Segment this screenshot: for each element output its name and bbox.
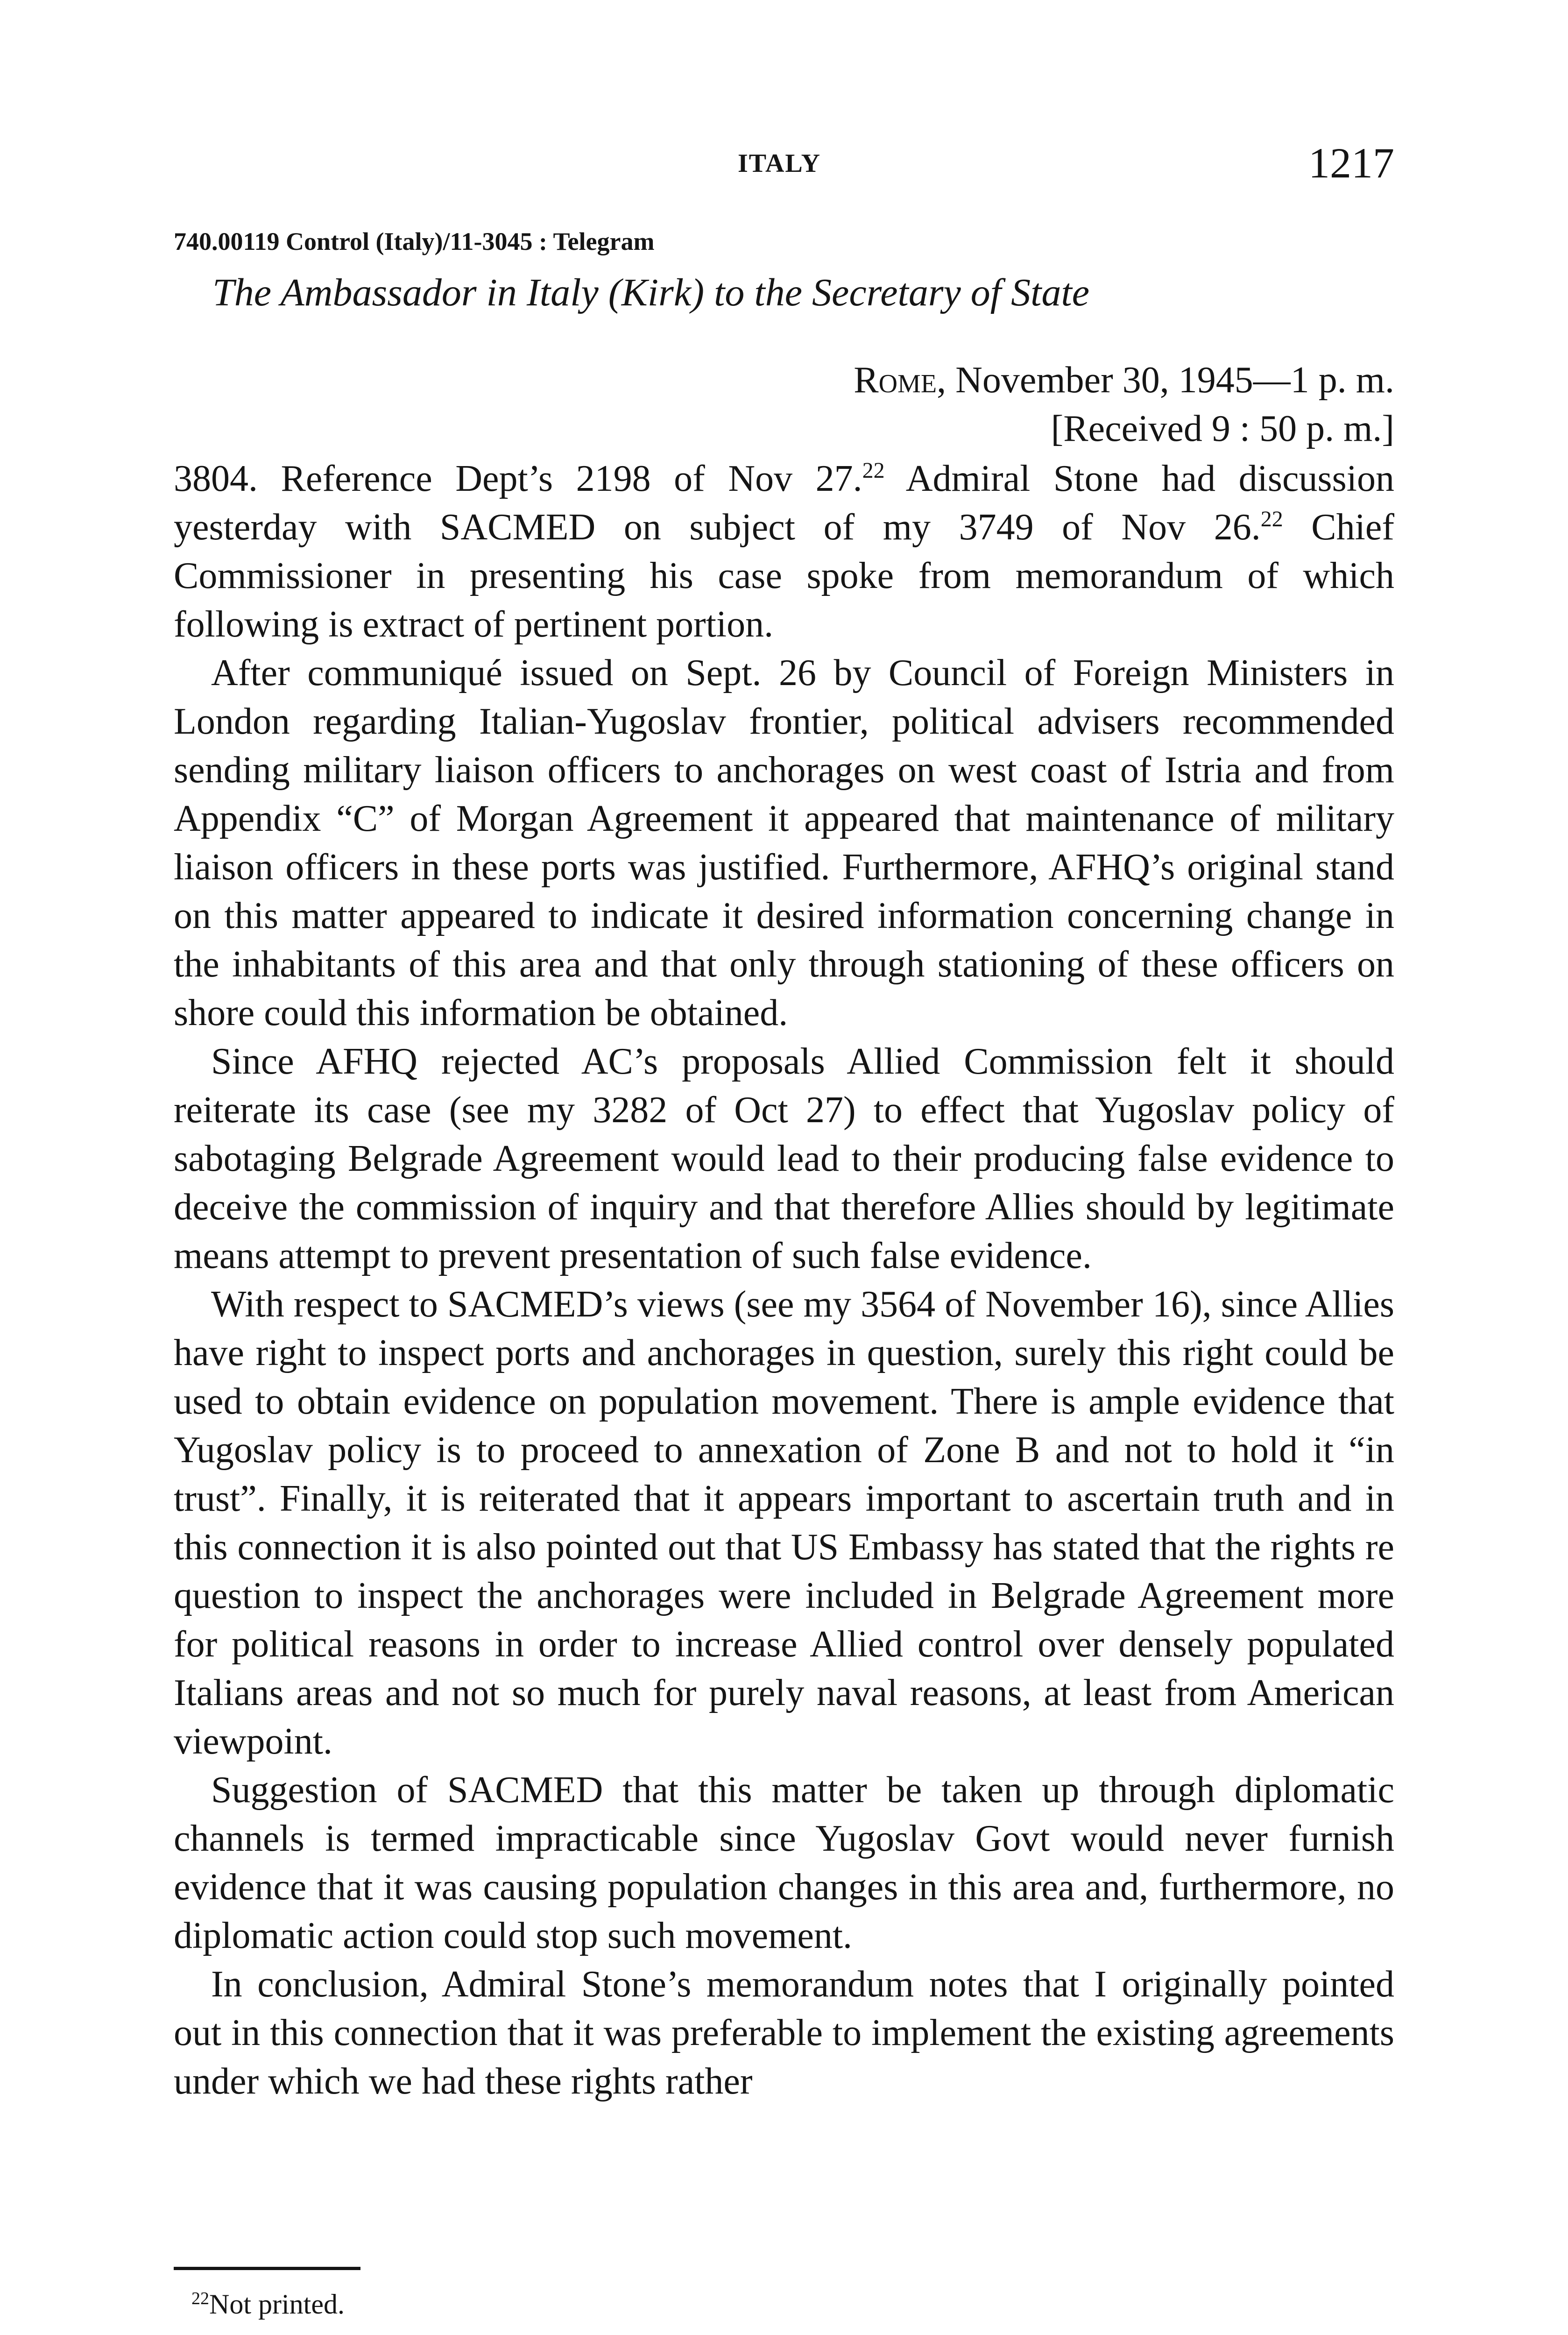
paragraph-2: After communiqué issued on Sept. 26 by Council of Foreign Ministers in London regarding Italian-Yugoslav frontier, political advisers recommended sending military liaison officers to anchorages on west coast of Istria and from Appendix “C” of Morgan Agreement it appeared that maintenance of military liaison officers in these ports was justified. Furthermore, AFHQ’s original stand on this matter appeared to indicate it desired information concerning change in the inhabitants of this area and that only through stationing of these officers on shore could this information be obtained. [174, 652, 1394, 1033]
paragraph-1-text-a: 3804. Reference Dept’s 2198 of Nov 27. [174, 458, 862, 499]
dateline [854, 356, 1394, 453]
paragraph-5: Suggestion of SACMED that this matter be taken up through diplomatic channels is termed impracticable since Yugoslav Govt would never furnish evidence that it was causing population changes in this area and, furthermore, no diplomatic action could stop such movement. [174, 1769, 1394, 1956]
file-reference: 740.00119 Control (Italy)/11-3045 : Telegram [174, 227, 655, 255]
document-heading [212, 270, 1089, 315]
dateline-received: [Received 9 : 50 p. m.] [1051, 408, 1394, 449]
dateline-sent [854, 356, 1394, 404]
footnote-text: Not printed. [209, 2289, 345, 2320]
running-head [0, 138, 1568, 190]
heading-part-1: The Ambassador in Italy [212, 271, 608, 314]
footnote-marker: 22 [191, 2289, 209, 2308]
telegram-body [174, 454, 1394, 2106]
paragraph-1-text-c: Chief Commissioner in presenting his case spoke from memorandum of which following is extract of pertinent portion. [174, 507, 1395, 645]
paragraph-1-text-b: Admiral Stone had discussion yesterday with SACMED on subject of my 3749 of Nov 26. [174, 458, 1395, 548]
paragraph-3: Since AFHQ rejected AC’s proposals Allied Commission felt it should reiterate its case (see my 3282 of Oct 27) to effect that Yugoslav policy of sabotaging Belgrade Agreement would lead to their producing false evidence to deceive the commission of inquiry and that therefore Allies should by legitimate means attempt to prevent presentation of such false evidence. [174, 1041, 1394, 1276]
paragraph-1 [174, 454, 1394, 649]
dateline-place: Rome [854, 360, 937, 401]
paragraph-6: In conclusion, Admiral Stone’s memorandum notes that I originally pointed out in this connection that it was preferable to implement the existing agreements under which we had these rights rather [174, 1964, 1394, 2102]
footnote-rule [174, 2267, 360, 2270]
footnote-ref: 22 [1260, 507, 1283, 531]
running-title: ITALY [738, 149, 821, 178]
dateline-date: , November 30, 1945—1 p. m. [937, 360, 1394, 401]
page-number: 1217 [1308, 139, 1394, 187]
footnote [191, 2288, 345, 2321]
paragraph-4: With respect to SACMED’s views (see my 3564 of November 16), since Allies have right to inspect ports and anchorages in question, surely this right could be used to obtain evidence on population movement. There is ample evidence that Yugoslav policy is to proceed to annexation of Zone B and not to hold it “in trust”. Finally, it is reiterated that it appears important to ascertain truth and in this connection it is also pointed out that US Embassy has stated that the rights re question to inspect the anchorages were included in Belgrade Agreement more for political reasons in order to increase Allied control over densely populated Italians areas and not so much for purely naval reasons, at least from American viewpoint. [174, 1284, 1394, 1762]
heading-part-3: to the Secretary of State [704, 271, 1090, 314]
footnote-ref: 22 [862, 458, 885, 483]
heading-part-2: (Kirk) [608, 271, 705, 314]
